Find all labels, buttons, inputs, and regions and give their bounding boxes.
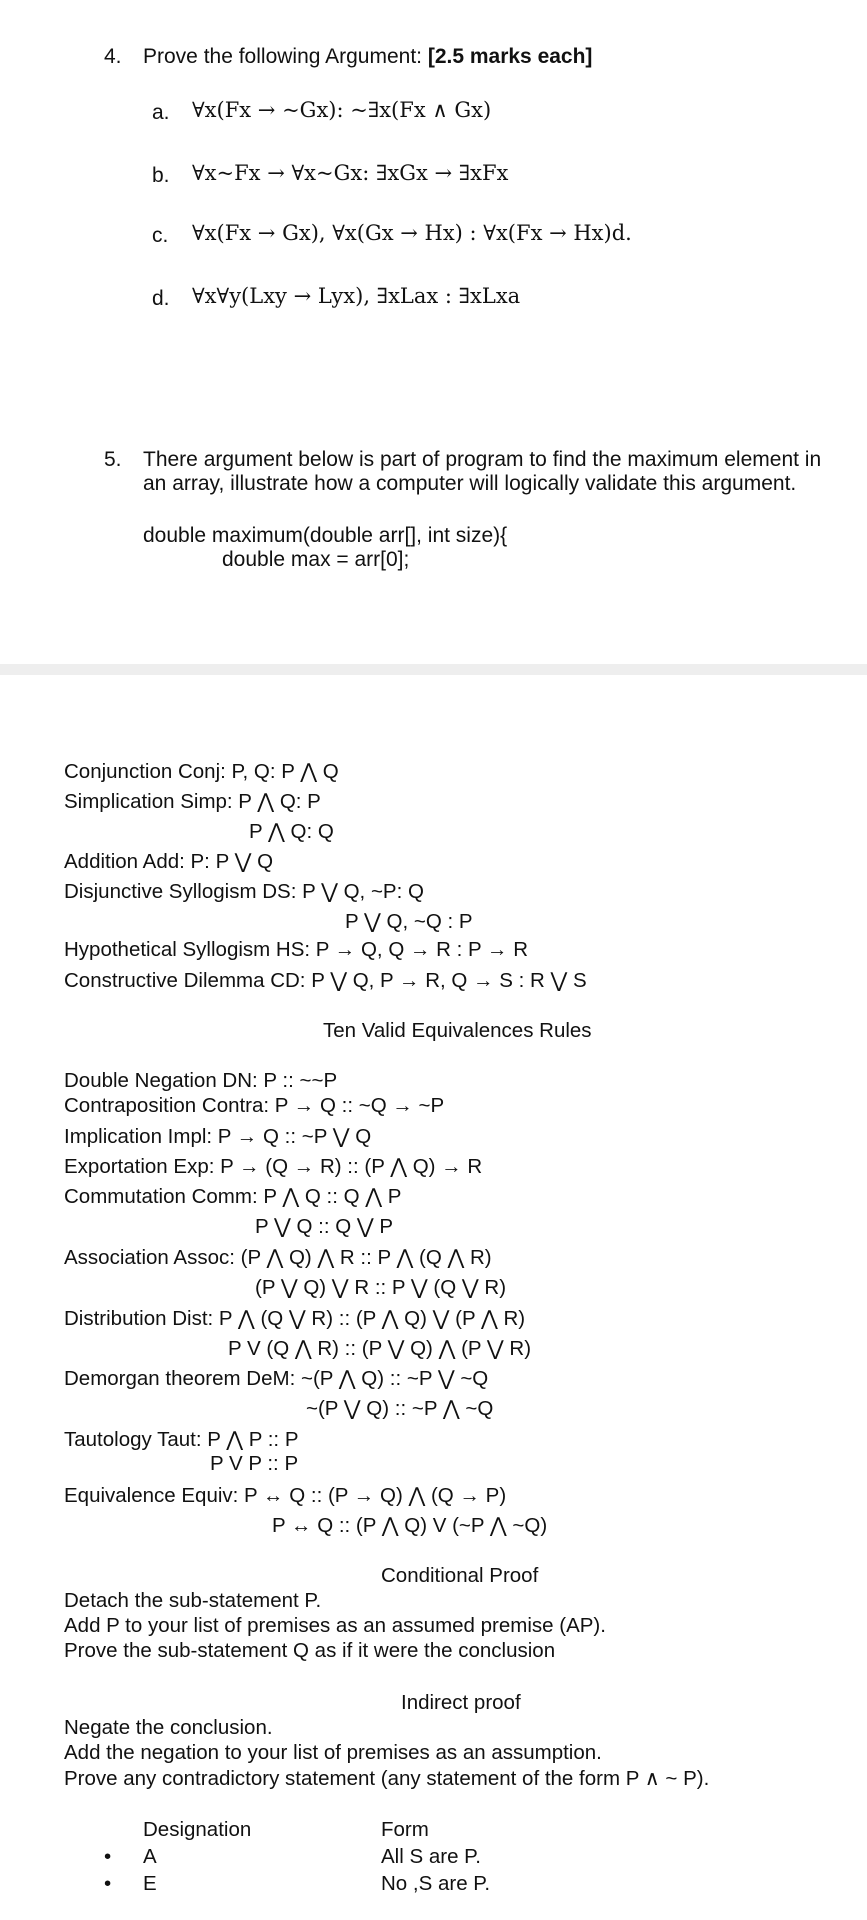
conditional-step: Prove the sub-statement Q as if it were the conclusion	[64, 1639, 556, 1662]
formula-a: ∀x(Fx → ~Gx): ~∃x(Fx ∧ Gx)	[192, 98, 492, 122]
equiv-commutation: Commutation Comm: P ⋀ Q :: Q ⋀ P	[64, 1185, 402, 1208]
equiv-association: Association Assoc: (P ⋀ Q) ⋀ R :: P ⋀ (Q ⋀ R)	[64, 1246, 492, 1269]
item-letter: a.	[152, 101, 170, 124]
equiv-equivalence: Equivalence Equiv: P ↔ Q :: (P → Q) ⋀ (Q → P)	[64, 1484, 507, 1507]
bullet: •	[104, 1872, 112, 1895]
rule-disjunctive-syllogism: Disjunctive Syllogism DS: P ⋁ Q, ~P: Q	[64, 880, 424, 903]
rule-conjunction: Conjunction Conj: P, Q: P ⋀ Q	[64, 760, 339, 783]
designation-header: Designation	[143, 1818, 252, 1841]
equiv-exportation: Exportation Exp: P → (Q → R) :: (P ⋀ Q) → R	[64, 1155, 483, 1178]
code-line-1: double maximum(double arr[], int size){	[143, 524, 508, 547]
equiv-implication: Implication Impl: P → Q :: ~P ⋁ Q	[64, 1125, 372, 1148]
conditional-step: Add P to your list of premises as an assumed premise (AP).	[64, 1614, 606, 1637]
rule-simplification-2: P ⋀ Q: Q	[249, 820, 334, 843]
rule-simplification: Simplication Simp: P ⋀ Q: P	[64, 790, 321, 813]
question-number: 5.	[104, 448, 122, 471]
page-divider	[0, 664, 867, 675]
equiv-distribution: Distribution Dist: P ⋀ (Q ⋁ R) :: (P ⋀ Q) ⋁ (P ⋀ R)	[64, 1307, 526, 1330]
rule-addition: Addition Add: P: P ⋁ Q	[64, 850, 274, 873]
form-cell: All S are P.	[381, 1845, 481, 1868]
form-header: Form	[381, 1818, 429, 1841]
equivalences-heading: Ten Valid Equivalences Rules	[323, 1019, 592, 1042]
indirect-step: Prove any contradictory statement (any statement of the form P ∧ ~ P).	[64, 1767, 710, 1790]
equiv-commutation-2: P ⋁ Q :: Q ⋁ P	[255, 1215, 394, 1238]
indirect-step: Negate the conclusion.	[64, 1716, 273, 1739]
conditional-proof-heading: Conditional Proof	[381, 1564, 539, 1587]
item-letter: b.	[152, 164, 170, 187]
equiv-association-2: (P ⋁ Q) ⋁ R :: P ⋁ (Q ⋁ R)	[255, 1276, 507, 1299]
code-line-2: double max = arr[0];	[222, 548, 410, 571]
equiv-tautology: Tautology Taut: P ⋀ P :: P	[64, 1428, 299, 1451]
equiv-distribution-2: P V (Q ⋀ R) :: (P ⋁ Q) ⋀ (P ⋁ R)	[228, 1337, 532, 1360]
equiv-demorgan-2: ~(P ⋁ Q) :: ~P ⋀ ~Q	[306, 1397, 494, 1420]
form-cell: No ,S are P.	[381, 1872, 491, 1895]
rule-hypothetical-syllogism: Hypothetical Syllogism HS: P → Q, Q → R : P → R	[64, 938, 529, 961]
question-text-line-2: an array, illustrate how a computer will logically validate this argument.	[143, 472, 797, 495]
equiv-equivalence-2: P ↔ Q :: (P ⋀ Q) V (~P ⋀ ~Q)	[272, 1514, 548, 1537]
marks-label: [2.5 marks each]	[427, 45, 593, 68]
formula-b: ∀x~Fx → ∀x~Gx: ∃xGx → ∃xFx	[192, 161, 509, 185]
indirect-proof-heading: Indirect proof	[401, 1691, 521, 1714]
equiv-contraposition: Contraposition Contra: P → Q :: ~Q → ~P	[64, 1094, 445, 1117]
rule-disjunctive-syllogism-2: P ⋁ Q, ~Q : P	[345, 910, 473, 933]
question-text-line-1: There argument below is part of program to find the maximum element in	[143, 448, 822, 471]
indirect-step: Add the negation to your list of premises as an assumption.	[64, 1741, 602, 1764]
conditional-step: Detach the sub-statement P.	[64, 1589, 322, 1612]
bullet: •	[104, 1845, 112, 1868]
formula-d: ∀x∀y(Lxy → Lyx), ∃xLax : ∃xLxa	[192, 284, 521, 308]
designation-cell: E	[143, 1872, 157, 1895]
designation-cell: A	[143, 1845, 157, 1868]
question-title: Prove the following Argument: [2.5 marks each]	[143, 45, 593, 68]
rule-constructive-dilemma: Constructive Dilemma CD: P ⋁ Q, P → R, Q → S : R ⋁ S	[64, 969, 587, 992]
equiv-demorgan: Demorgan theorem DeM: ~(P ⋀ Q) :: ~P ⋁ ~Q	[64, 1367, 489, 1390]
question-number: 4.	[104, 45, 122, 68]
formula-c: ∀x(Fx → Gx), ∀x(Gx → Hx) : ∀x(Fx → Hx)d.	[192, 221, 632, 245]
item-letter: c.	[152, 224, 169, 247]
equiv-double-negation: Double Negation DN: P :: ~~P	[64, 1069, 338, 1092]
item-letter: d.	[152, 287, 170, 310]
equiv-tautology-2: P V P :: P	[210, 1452, 299, 1475]
